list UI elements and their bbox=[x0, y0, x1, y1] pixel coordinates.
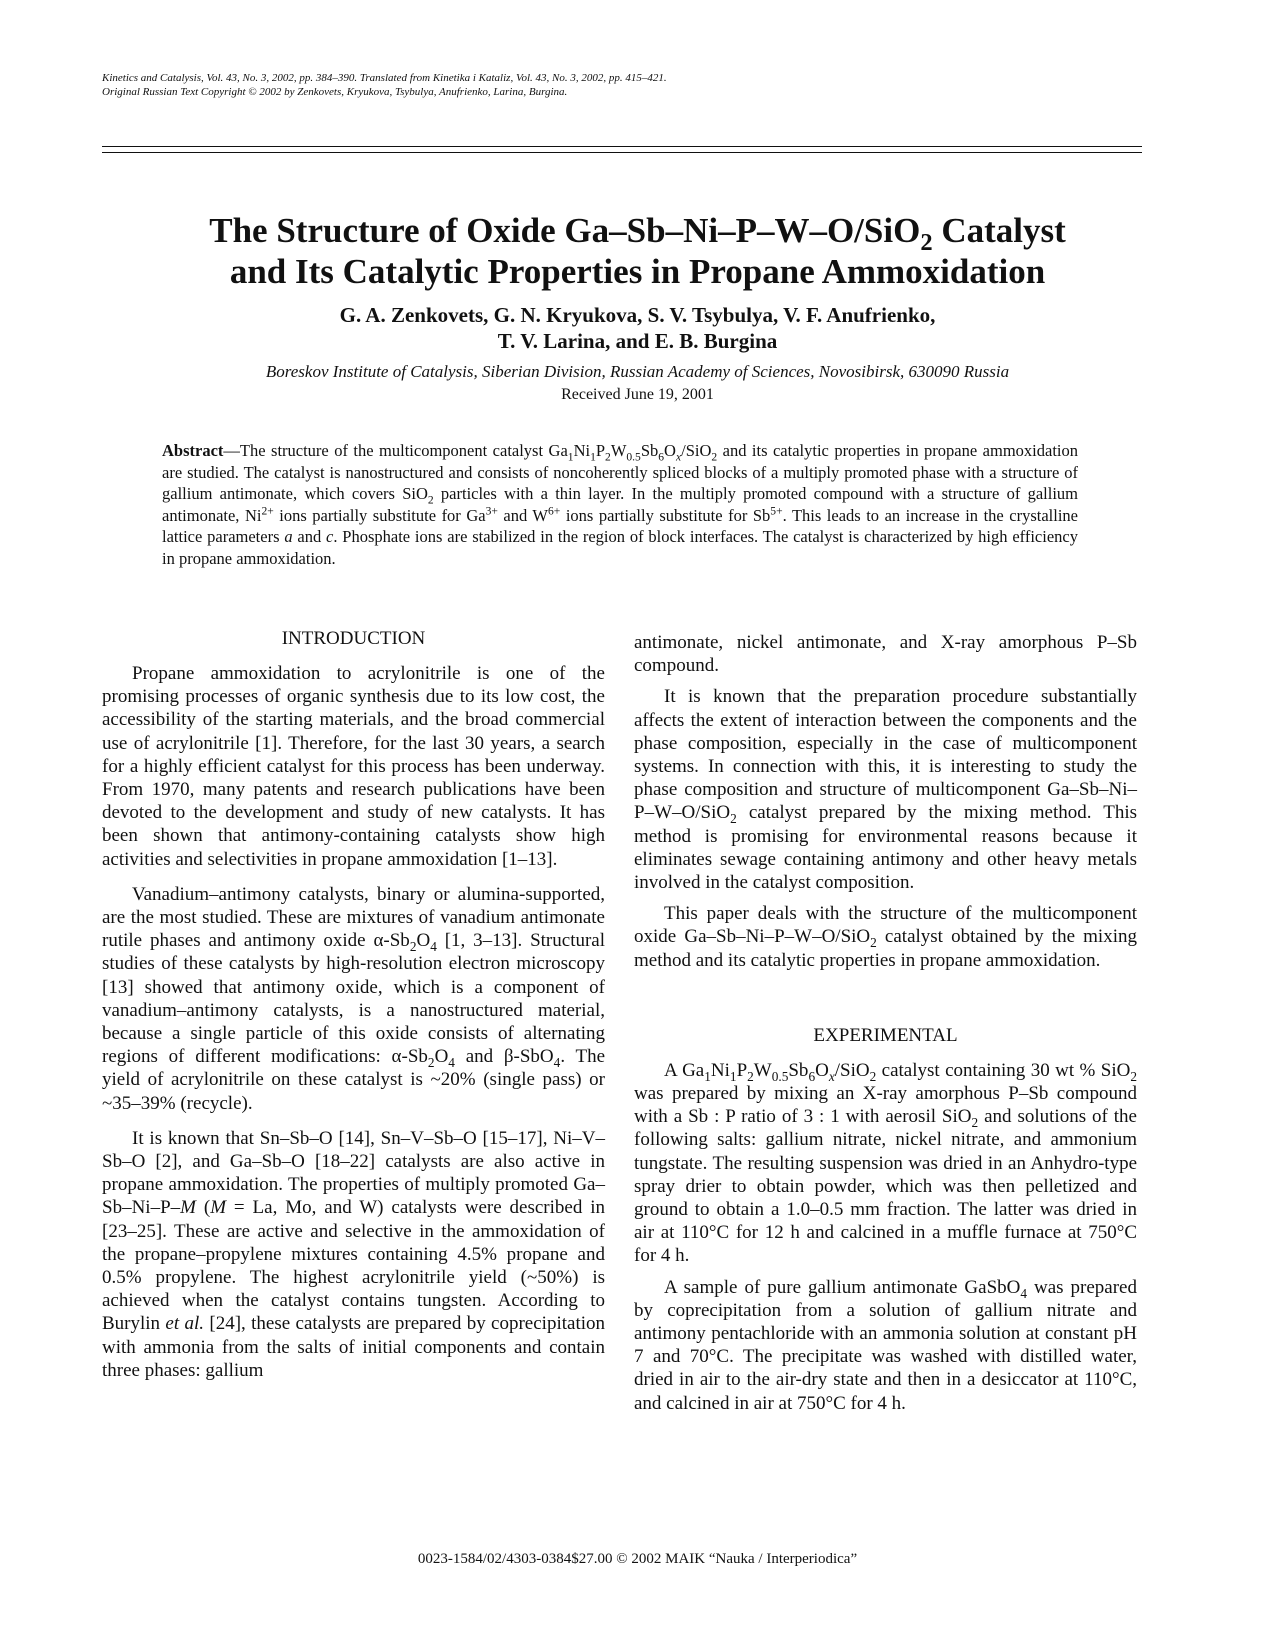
intro-paragraph-4: It is known that the preparation procedure substantially affects the extent of interaction between the components and the phase composition, especially in the case of multicomponent systems. In connection with this, it is interesting to study the phase composition and structure of multicomponent Ga–Sb–Ni–P–W–O/SiO$_2$ catalyst prepared by the mixing method. This method is promising for environmental reasons because it eliminates sewage containing antimony and other heavy metals involved in the catalyst composition. bbox=[634, 686, 1137, 894]
title-line-2: and Its Catalytic Properties in Propane Ammoxidation bbox=[229, 252, 1046, 291]
received-date: Received June 19, 2001 bbox=[561, 386, 714, 403]
title-line-1: The Structure of Oxide Ga–Sb–Ni–P–W–O/SiO$_2$ Catalyst bbox=[209, 211, 1066, 256]
article-title bbox=[102, 210, 1173, 292]
left-column bbox=[102, 627, 605, 1382]
header-rule-bottom bbox=[102, 152, 1142, 153]
intro-paragraph-2: Vanadium–antimony catalysts, binary or alumina-supported, are the most studied. These are mixtures of vanadium antimonate rutile phases and antimony oxide $\alpha-Sb_2O_4$ [1, 3–13]. Structural studies of these catalysts by high-resolution electron microscopy [13] showed that antimony oxide, which is a component of vanadium–antimony catalysts, is a nanostructured material, because a single particle of this oxide consists of alternating regions of different modifications: $\alpha-Sb_2O_4$ and β-SbO$_4$. The yield of acrylonitrile on these catalyst is ~20% (single pass) or ~35–39% (recycle). bbox=[102, 883, 606, 1114]
introduction-heading: INTRODUCTION bbox=[281, 628, 426, 649]
experimental-paragraph-1: A $Ga_1Ni_1P_2W_{0.5}Sb_6O_x/SiO_2$ catalyst containing 30 wt % SiO$_2$ was prepared by mixing an X-ray amorphous P–Sb compound with a Sb : P ratio of 3 : 1 with aerosil SiO$_2$ and solutions of the following salts: gallium nitrate, nickel nitrate, and ammonium tungstate. The resulting suspension was dried in an Anhydro-type spray drier to obtain powder, which was then pelletized and ground to obtain a 1.0–0.5 mm fraction. The latter was dried in air at 110°C for 12 h and calcined in a muffle furnace at 750°C for 4 h. bbox=[634, 1059, 1137, 1267]
affiliation: Boreskov Institute of Catalysis, Siberian Division, Russian Academy of Sciences, Novosibirsk, 630090 Russia bbox=[265, 362, 1010, 381]
header-rule-top bbox=[102, 146, 1142, 147]
journal-header bbox=[102, 71, 1142, 99]
page-footer: 0023-1584/02/4303-0384$27.00 © 2002 MAIK “Nauka / Interperiodica” bbox=[417, 1551, 858, 1567]
intro-paragraph-1: Propane ammoxidation to acrylonitrile is one of the promising processes of organic synthesis due to its low cost, the accessibility of the starting materials, and the broad commercial use of acrylonitrile [1]. Therefore, for the last 30 years, a search for a highly efficient catalyst for this process has been underway. From 1970, many patents and research publications have been devoted to the development and study of new catalysts. It has been shown that antimony-containing catalysts show high activities and selectivities in propane ammoxidation [1–13]. bbox=[102, 663, 605, 870]
authors-line-1: G. A. Zenkovets, G. N. Kryukova, S. V. Tsybulya, V. F. Anufrienko, bbox=[339, 303, 936, 327]
intro-paragraph-3: It is known that Sn–Sb–O [14], Sn–V–Sb–O [15–17], Ni–V–Sb–O [2], and Ga–Sb–O [18–22] catalysts are also active in propane ammoxidation. The properties of multiply promoted Ga–Sb–Ni–P–M (M = La, Mo, and W) catalysts were described in [23–25]. These are active and selective in the ammoxidation of the propane–propylene mixtures containing 4.5% propane and 0.5% propylene. The highest acrylonitrile yield (~50%) is achieved when the catalyst contains tungsten. According to Burylin et al. [24], these catalysts are prepared by coprecipitation with ammonia from the salts of initial components and contain three phases: gallium bbox=[102, 1127, 606, 1381]
experimental-paragraph-2: A sample of pure gallium antimonate GaSbO$_4$ was prepared by coprecipitation from a solution of gallium nitrate and antimony pentachloride with an ammonia solution at constant pH 7 and 70°C. The precipitate was washed with distilled water, dried in air to the air-dry state and then in a desiccator at 110°C, and calcined in air at 750°C for 4 h. bbox=[634, 1276, 1137, 1414]
journal-header-line-1: Kinetics and Catalysis, Vol. 43, No. 3, 2002, pp. 384–390. Translated from Kinetika i Kataliz, Vol. 43, No. 3, 2002, pp. 415–421. bbox=[102, 72, 667, 84]
authors-line-2: T. V. Larina, and E. B. Burgina bbox=[497, 329, 778, 353]
right-column bbox=[634, 631, 1137, 1415]
intro-paragraph-5: This paper deals with the structure of the multicomponent oxide Ga–Sb–Ni–P–W–O/SiO$_2$ catalyst obtained by the mixing method and its catalytic properties in propane ammoxidation. bbox=[634, 903, 1137, 971]
author-list bbox=[102, 302, 1173, 354]
journal-header-line-2: Original Russian Text Copyright © 2002 by Zenkovets, Kryukova, Tsybulya, Anufrienko, Larina, Burgina. bbox=[102, 86, 568, 98]
experimental-heading: EXPERIMENTAL bbox=[813, 1024, 958, 1046]
abstract: Abstract—The structure of the multicomponent catalyst $Ga_1Ni_1P_2W_{0.5}Sb_6O_x/SiO_2$ and its catalytic properties in propane ammoxidation are studied. The catalyst is nanostructured and consists of noncoherently spliced blocks of a multiply promoted phase with a structure of gallium antimonate, which covers SiO$_2$ particles with a thin layer. In the multiply promoted compound with a structure of gallium antimonate, $Ni^{2+}$ ions partially substitute for $Ga^{3+}$ and $W^{6+}$ ions partially substitute for $Sb^{5+}$. This leads to an increase in the crystalline lattice parameters a and c. Phosphate ions are stabilized in the region of block interfaces. The catalyst is characterized by high efficiency in propane ammoxidation. bbox=[162, 441, 1078, 568]
abstract-label: Abstract bbox=[162, 441, 224, 460]
intro-paragraph-3-continued: antimonate, nickel antimonate, and X-ray amorphous P–Sb compound. bbox=[634, 632, 1137, 677]
